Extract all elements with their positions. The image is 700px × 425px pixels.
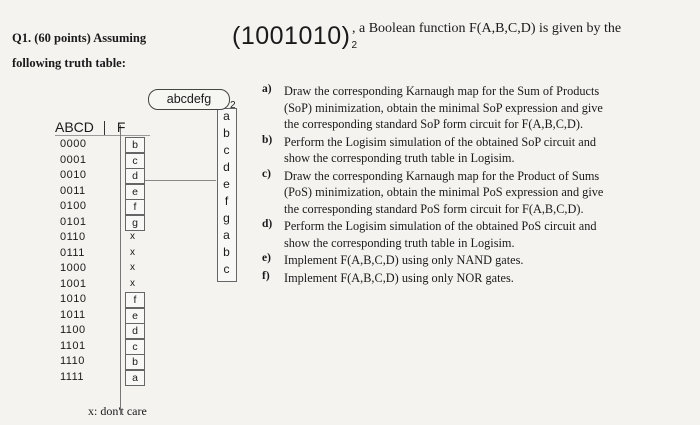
row-f: e: [125, 184, 145, 200]
header-f: F: [116, 119, 126, 135]
row-abcd: 0100: [60, 200, 87, 212]
row-f: c: [125, 153, 145, 169]
row-abcd: 1011: [60, 308, 86, 321]
part-line: Perform the Logisim simulation of the obtained SoP circuit and: [284, 134, 597, 149]
part-label: d): [262, 218, 273, 230]
part-item: [262, 218, 692, 251]
row-f: c: [125, 339, 145, 355]
header-abcd: ABCD: [55, 119, 94, 135]
part-line: (SoP) minimization, obtain the minimal SoP expression and give: [284, 100, 603, 115]
segment-column: [218, 108, 235, 278]
question-assuming: Assuming: [93, 31, 147, 45]
question-line2: following truth table:: [12, 56, 126, 70]
part-line: Implement F(A,B,C,D) using only NOR gates.: [284, 270, 514, 285]
part-label: a): [262, 83, 272, 95]
row-abcd: 0110: [60, 231, 86, 243]
segment-letter: b: [223, 245, 230, 259]
row-abcd: 0010: [60, 169, 87, 181]
part-label: e): [262, 252, 271, 264]
row-abcd: 1010: [60, 293, 87, 305]
row-f: x: [130, 231, 135, 242]
binary-number-base: 2: [351, 40, 358, 51]
segment-letter: b: [223, 126, 230, 140]
row-f: x: [130, 277, 135, 289]
row-f: e: [125, 308, 145, 324]
part-item: [262, 252, 692, 269]
part-line: Draw the corresponding Karnaugh map for the Product of Sums: [284, 168, 600, 183]
truth-table-header: [55, 119, 125, 135]
row-f: a: [125, 370, 145, 386]
row-abcd: 1111: [60, 370, 85, 383]
question-header: [12, 31, 146, 46]
part-line: (PoS) minimization, obtain the minimal PoS expression and give: [284, 185, 604, 199]
row-abcd: 0001: [60, 153, 87, 166]
part-item: [262, 270, 692, 287]
part-label: f): [262, 269, 270, 282]
part-item: [262, 134, 692, 167]
row-f: b: [125, 354, 145, 370]
row-f: d: [125, 323, 145, 339]
segment-letter: d: [223, 160, 230, 174]
question-parts: [262, 83, 692, 287]
part-item: [262, 168, 692, 218]
row-abcd: 1110: [60, 355, 85, 367]
segment-letter: a: [223, 228, 230, 242]
segment-letter: g: [223, 211, 230, 225]
part-line: show the corresponding truth table in Logisim.: [284, 235, 515, 250]
binary-number: [232, 22, 358, 51]
row-f: x: [130, 262, 135, 273]
part-line: Draw the corresponding Karnaugh map for the Sum of Products: [284, 84, 600, 98]
arrow-line: [138, 180, 216, 181]
dont-care-note: x: don't care: [88, 404, 147, 418]
segment-letter: f: [224, 194, 229, 208]
row-abcd: 1100: [60, 324, 86, 336]
segment-base: 2: [230, 100, 236, 111]
row-f: b: [125, 137, 145, 153]
row-abcd: 0011: [60, 184, 86, 197]
part-line: the corresponding standard PoS form circuit for F(A,B,C,D).: [284, 201, 584, 216]
row-abcd: 1001: [60, 277, 87, 290]
row-abcd: 1101: [60, 339, 86, 352]
row-f: f: [125, 199, 145, 215]
segment-letter: c: [223, 262, 230, 276]
segment-letters-box: abcdefg: [148, 89, 230, 110]
segment-letter: a: [223, 109, 230, 123]
row-abcd: 0000: [60, 138, 87, 150]
row-f: f: [125, 292, 145, 308]
row-f: d: [125, 168, 145, 184]
question-points: (60 points): [34, 31, 91, 45]
part-label: b): [262, 133, 273, 146]
part-line: the corresponding standard SoP form circuit for F(A,B,C,D).: [284, 117, 584, 131]
part-line: Perform the Logisim simulation of the obtained PoS circuit and: [284, 219, 597, 233]
part-line: show the corresponding truth table in Logisim.: [284, 151, 515, 165]
row-abcd: 0101: [60, 215, 87, 228]
segment-letter: c: [223, 143, 230, 157]
question-tail: , a Boolean function F(A,B,C,D) is given by the: [352, 21, 622, 36]
part-line: Implement F(A,B,C,D) using only NAND gates.: [284, 253, 524, 267]
row-f: x: [130, 246, 135, 258]
row-abcd: 0111: [60, 246, 85, 259]
question-label: Q1.: [12, 31, 32, 45]
row-f: g: [125, 215, 145, 231]
part-item: [262, 83, 692, 133]
segment-letter: e: [223, 177, 230, 191]
table-column-line: [120, 125, 121, 415]
binary-number-value: (1001010): [232, 22, 351, 50]
part-label: c): [262, 167, 271, 180]
row-abcd: 1000: [60, 262, 87, 274]
